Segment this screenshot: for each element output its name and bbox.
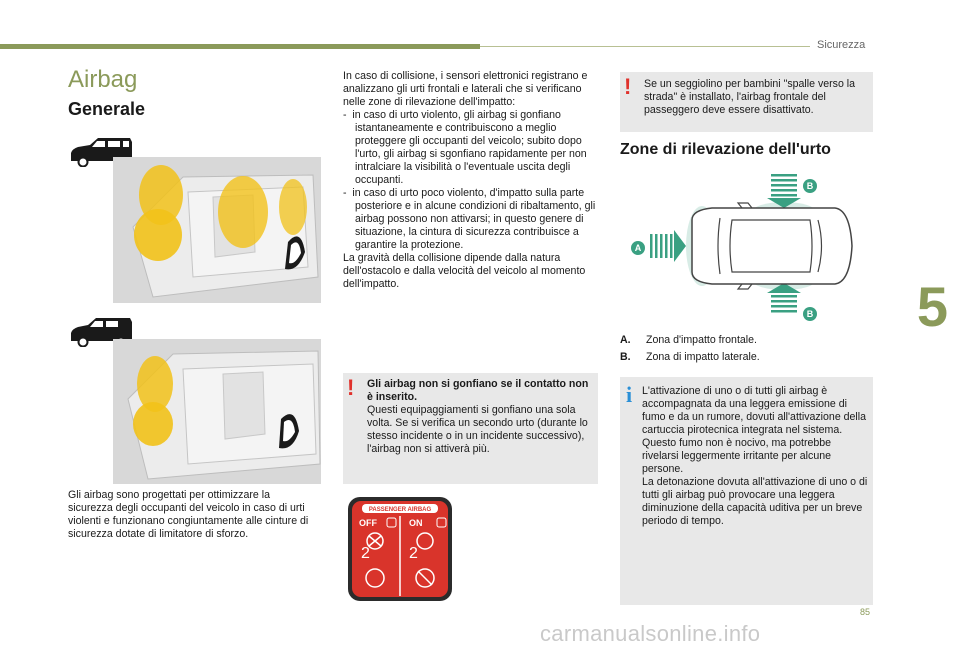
marker-b-bottom: B bbox=[806, 309, 814, 319]
chapter-number: 5 bbox=[916, 275, 949, 338]
info-icon: i bbox=[626, 382, 633, 407]
warning-ignition-text bbox=[367, 378, 595, 456]
collision-item-violent: - in caso di urto violento, gli airbag si gonfiano istantaneamente e contribuiscono a meglio proteggere gli occupanti del veicolo; subito dopo l'urto, gli airbag si sgonfiano rapidamente per non intralciare la visibilità o l'eventuale uscita degli occupanti. bbox=[343, 109, 587, 186]
marker-a: A bbox=[634, 243, 642, 253]
page-subtitle: Generale bbox=[68, 99, 146, 119]
legend-text-a: Zona d'impatto frontale. bbox=[646, 334, 757, 346]
page-title: Airbag bbox=[68, 66, 138, 93]
legend-text-b: Zona di impatto laterale. bbox=[646, 351, 760, 363]
passenger-airbag-label bbox=[347, 496, 453, 602]
legend-key-a: A. bbox=[620, 334, 631, 346]
legend-key-b: B. bbox=[620, 351, 631, 363]
airbag-intro-text: Gli airbag sono progettati per ottimizzare la sicurezza degli occupanti del veicolo in caso di urti violenti e funzionano congiuntamente alle cinture di sicurezza dotate di limitatore di sforzo. bbox=[68, 489, 309, 540]
svg-text:2: 2 bbox=[361, 545, 370, 562]
legend-item-a bbox=[620, 334, 757, 346]
warning-child-seat-box bbox=[620, 72, 873, 132]
warning-icon: ! bbox=[347, 375, 355, 400]
zones-title: Zone di rilevazione dell'urto bbox=[620, 141, 831, 158]
info-smoke-box bbox=[620, 377, 873, 605]
airbag-illustration-long bbox=[113, 339, 321, 484]
header-line bbox=[480, 46, 810, 47]
watermark: carmanualsonline.info bbox=[540, 621, 761, 646]
section-name: Sicurezza bbox=[817, 39, 866, 51]
page-number: 85 bbox=[860, 607, 871, 617]
header-bar bbox=[0, 44, 480, 49]
airbag-illustration-short bbox=[113, 157, 321, 303]
collision-item-mild: - in caso di urto poco violento, d'impatto sulla parte posteriore e in alcune condizioni di ribaltamento, gli airbag possono non attivarsi; in questo genere di situazione, la cintura di sicurezza contribuisce a garantire la protezione. bbox=[343, 187, 596, 251]
collision-outro: La gravità della collisione dipende dalla natura dell'ostacolo e dalla velocità del veicolo al momento dell'impatto. bbox=[343, 252, 586, 290]
warning-ignition-bold: Gli airbag non si gonfiano se il contatto non è inserito. bbox=[367, 378, 589, 403]
collision-intro: In caso di collisione, i sensori elettronici registrano e analizzano gli urti frontali e laterali che si verificano nelle zone di rilevazione dell'impatto: bbox=[343, 70, 588, 108]
warning-child-seat-text: Se un seggiolino per bambini "spalle verso la strada" è installato, l'airbag frontale del passeggero deve essere disattivato. bbox=[644, 78, 856, 116]
marker-b-top: B bbox=[806, 181, 814, 191]
warning-ignition-box bbox=[343, 373, 598, 484]
svg-text:2: 2 bbox=[409, 545, 418, 562]
collision-description bbox=[343, 70, 601, 291]
warning-icon: ! bbox=[624, 74, 632, 99]
info-smoke-text: L'attivazione di uno o di tutti gli airbag è accompagnata da una leggera emissione di fumo e da un rumore, dovuti all'attivazione della cartuccia pirotecnica integrata nel sistema. Questo fumo non è nocivo, ma potrebbe rivelarsi leggermente irritante per alcune persone. La detonazione dovuta all'attivazione di uno o di tutti gli airbag può provocare una leggera diminuzione della capacità uditiva per un breve periodo di tempo. bbox=[642, 385, 868, 527]
airbag-label-on: ON bbox=[409, 518, 423, 528]
airbag-label-header: PASSENGER AIRBAG bbox=[368, 507, 432, 513]
airbag-label-off: OFF bbox=[359, 518, 377, 528]
impact-zones-diagram bbox=[620, 168, 870, 324]
warning-ignition-body: Questi equipaggiamenti si gonfiano una sola volta. Se si verifica un secondo urto (durante lo stesso incidente o in un incidente successivo), l'airbag non si attiverà più. bbox=[367, 404, 588, 455]
legend-item-b bbox=[620, 351, 760, 363]
